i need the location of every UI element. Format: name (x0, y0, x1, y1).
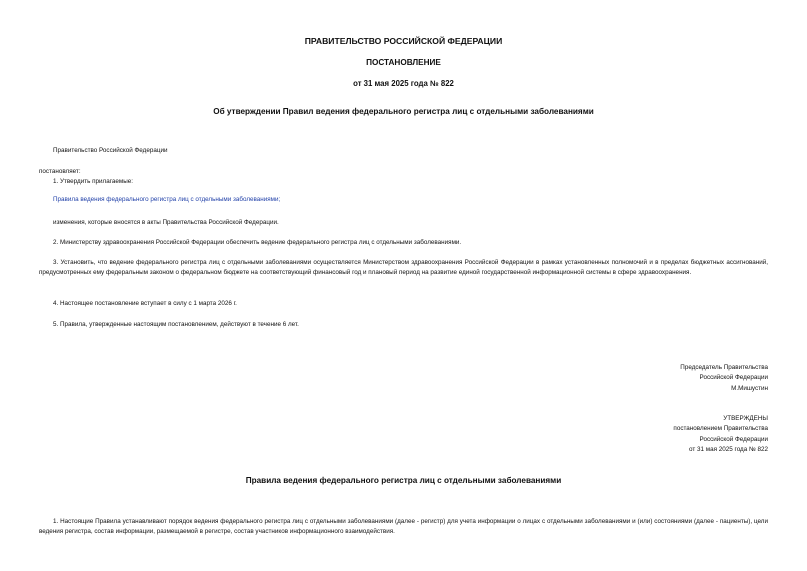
signature-line2: Российской Федерации (699, 374, 768, 382)
rules-link[interactable]: Правила ведения федерального регистра лиц с отдельными заболеваниями; (53, 196, 281, 203)
approval-line2: постановлением Правительства (673, 425, 768, 433)
approval-line1: УТВЕРЖДЕНЫ (723, 415, 768, 422)
item-4: 4. Настоящее постановление вступает в силу с 1 марта 2026 г. (53, 300, 237, 307)
rules-title: Правила ведения федерального регистра лиц с отдельными заболеваниями (245, 476, 562, 485)
item-2: 2. Министерству здравоохранения Российской Федерации обеспечить ведение федерального регистра лиц с отдельными заболеваниями. (53, 239, 462, 246)
document-type-heading: ПОСТАНОВЛЕНИЕ (366, 58, 441, 67)
signature-block (680, 363, 768, 394)
approval-line4: от 31 мая 2025 года № 822 (689, 445, 768, 453)
item-1: 1. Утвердить прилагаемые: (53, 178, 133, 185)
signature-line1: Председатель Правительства (680, 364, 768, 371)
preamble-line2: постановляет: (39, 168, 81, 175)
rules-paragraph-1: 1. Настоящие Правила устанавливают порядок ведения федерального регистра лиц с отдельными заболеваниями (далее - регистр) для учета информации о лицах с отдельными заболеваниями и (или) состояниями (далее - пациенты), цели ведения регистра, состав информации, размещаемой в регистре, состав участников информационного взаимодействия. (39, 518, 768, 536)
signature-name: М.Мишустин (731, 384, 768, 392)
document-title: Об утверждении Правил ведения федерального регистра лиц с отдельными заболеваниями (213, 107, 594, 116)
approval-line3: Российской Федерации (699, 435, 768, 443)
approval-block (673, 414, 768, 455)
preamble-line1: Правительство Российской Федерации (53, 147, 168, 154)
authority-heading: ПРАВИТЕЛЬСТВО РОССИЙСКОЙ ФЕДЕРАЦИИ (304, 36, 503, 46)
item-5: 5. Правила, утвержденные настоящим постановлением, действуют в течение 6 лет. (53, 321, 299, 328)
item-1-changes: изменения, которые вносятся в акты Правительства Российской Федерации. (53, 219, 279, 226)
item-3: 3. Установить, что ведение федерального регистра лиц с отдельными заболеваниями осуществляется Министерством здравоохранения Российской Федерации в рамках установленных полномочий и в пределах бюджетных ассигнований, предусмотренных ему федеральным законом о федеральном бюджете на соответствующий финансовый год и плановый период на развитие единой государственной информационной системы в сфере здравоохранения. (39, 259, 768, 277)
date-number-heading: от 31 мая 2025 года № 822 (353, 79, 454, 88)
